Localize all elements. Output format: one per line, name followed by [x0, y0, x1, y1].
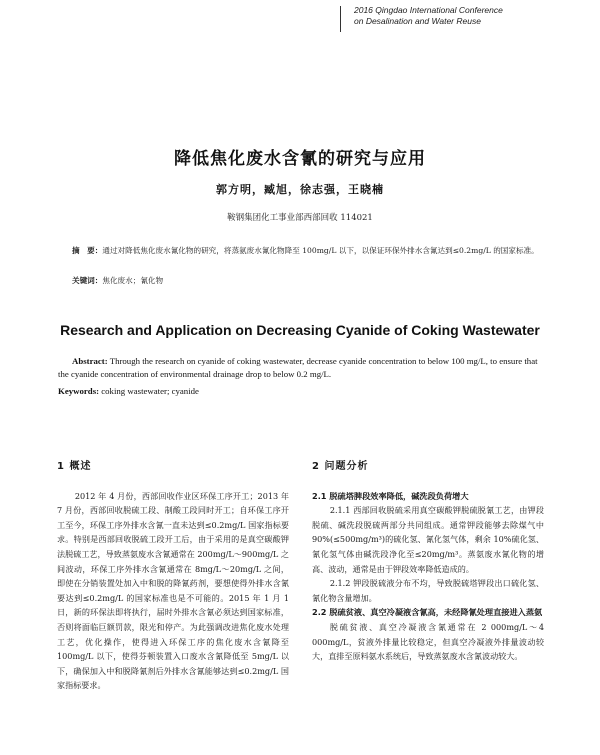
abstract-chinese-label: 摘 要：	[72, 246, 103, 255]
subsection-2-1-1-paragraph: 2.1.1 西部回收脱硫采用真空碳酸钾脱硫脱氰工艺，由钾段脱硫、碱洗段脱硫两部分共同组成。通常钾段能够去除煤气中 90%(≤500mg/m³)的硫化氢、氰化氢气体，剩余 10%硫化氢、氰化氢气体由碱洗段净化至≤20mg/m³。蒸氨废水氰化物的增高、波动，通常是由于钾段效率降低造成的。	[312, 505, 544, 574]
conference-line-2: on Desalination and Water Reuse	[354, 16, 481, 26]
subsection-2-1-2-paragraph: 2.1.2 钾段脱硫液分布不均，导致脱硫塔钾段出口硫化氢、氰化物含量增加。	[312, 578, 544, 603]
header-rule	[340, 6, 341, 32]
author-list: 郭方明，臧旭，徐志强，王晓楠	[216, 183, 384, 196]
subsection-2-1-heading: 2.1 脱硫塔脾段效率降低，碱洗段负荷增大	[312, 490, 469, 501]
keywords-chinese-label: 关键词：	[72, 276, 103, 285]
abstract-chinese-text: 通过对降低焦化废水氰化物的研究，将蒸氨废水氰化物降至 100mg/L 以下，以保证环保外排水含氰达到≤0.2mg/L 的国家标准。	[102, 246, 539, 255]
keywords-english-label: Keywords:	[58, 386, 100, 396]
paper-title-english: Research and Application on Decreasing Cyanide of Coking Wastewater	[60, 322, 540, 338]
abstract-english	[58, 355, 550, 381]
conference-line-1: 2016 Qingdao International Conference	[354, 5, 503, 15]
left-column	[57, 460, 289, 693]
section-2-heading: 2 问题分析	[312, 461, 369, 472]
subsection-2-2-paragraph: 脱硫贫液、真空冷凝液含氰通常在 2 000mg/L～4 000mg/L，贫液外排量比较稳定，但真空冷凝液外排量波动较大，直排至原料氨水系统后，导致蒸氨废水含氰波动较大。	[312, 621, 544, 662]
abstract-english-label: Abstract:	[72, 356, 108, 366]
subsection-2-2-heading: 2.2 脱硫贫液、真空冷凝液含氰高，未经降氰处理直接进入蒸氨	[312, 607, 543, 618]
keywords-chinese-text: 焦化废水；氰化物	[102, 276, 164, 285]
keywords-chinese	[72, 275, 552, 286]
right-column	[312, 460, 544, 664]
keywords-english-text: coking wastewater; cyanide	[99, 386, 199, 396]
keywords-english	[58, 386, 550, 396]
abstract-chinese	[60, 244, 560, 258]
paper-title-chinese: 降低焦化废水含氰的研究与应用	[174, 149, 426, 169]
running-header	[354, 5, 586, 27]
abstract-english-text: Through the research on cyanide of coking wastewater, decrease cyanide concentration to below 100 mg/L, to ensure that the cyanide concentration of environmental drainage drop to below 0.2 mg/L.	[58, 356, 538, 379]
section-1-heading: 1 概述	[57, 461, 92, 472]
author-affiliation: 鞍钢集团化工事业部西部回收 114021	[227, 213, 373, 223]
section-1-paragraph: 2012 年 4 月份，西部回收作业区环保工序开工；2013 年 7 月份，西部回收脱硫工段、制酸工段同时开工；自环保工序开工至今，环保工序外排水含氰一直未达到≤0.2mg/L 国家指标要求。特别是西部回收脱硫工段开工后，由于采用的是真空碳酸钾法脱硫工艺，导致蒸氨废水含氰通常在 200mg/L～900mg/L 之间波动，环保工序外排水含氰通常在 8mg/L～20mg/L 之间，即使在分销装置处加入中和脱的降氰药剂，要想使得外排水含氰要达到≤0.2mg/L 的国家标准也是不可能的。2015 年 1 月 1 日，新的环保法即将执行，届时外排水含氰必须达到国家标准，否则将面临巨额罚款，限光和停产。为此强调改进焦化废水处理工艺，优化操作，使得进入环保工序的焦化废水含氰降至 100mg/L 以下，使得芬顿装置入口废水含氰降低至 5mg/L 以下，确保加入中和脱降氰剂后外排水含氰能够达到≤0.2mg/L 国家指标要求。	[57, 490, 289, 691]
